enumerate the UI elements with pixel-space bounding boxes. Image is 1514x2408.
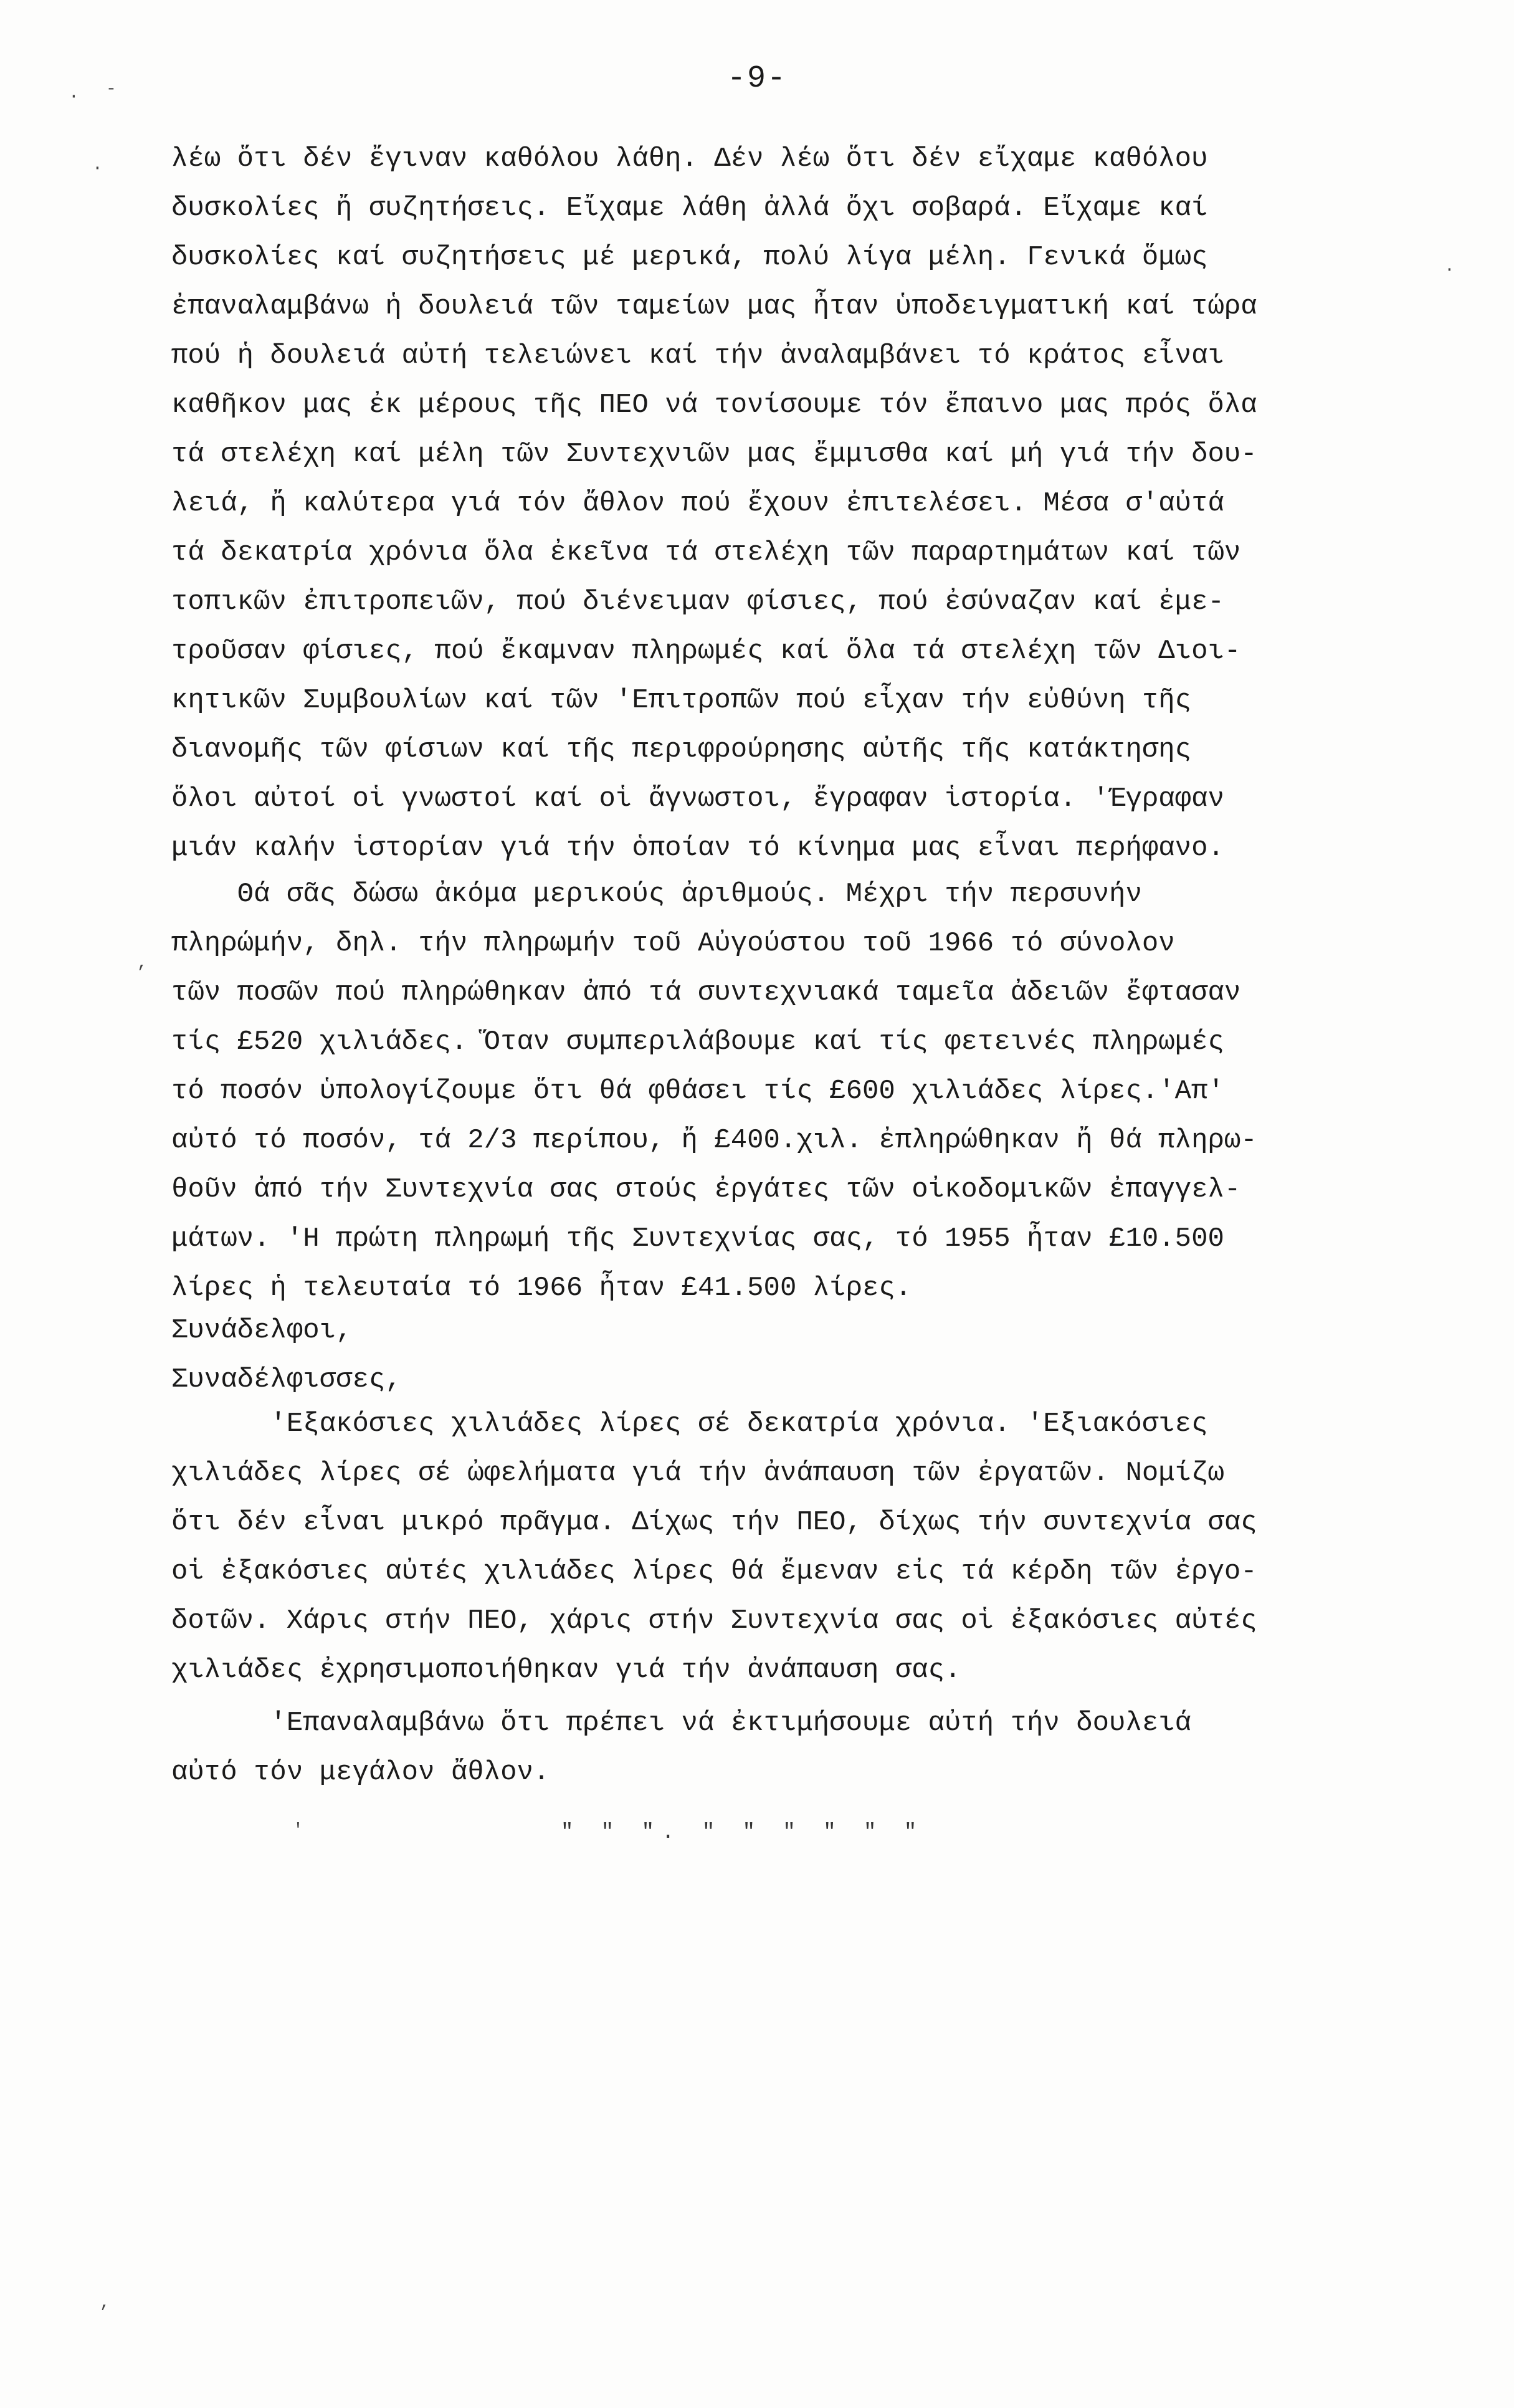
text-line: 'Εξακόσιες χιλιάδες λίρες σέ δεκατρία χρόνια. 'Εξιακόσιες [171, 1408, 1208, 1440]
margin-speck: · [92, 159, 103, 178]
text-line: κητικῶν Συμβουλίων καί τῶν 'Επιτροπῶν πού εἶχαν τήν εὐθύνη τῆς [171, 685, 1192, 716]
text-line: τίς £520 χιλιάδες. Ὅταν συμπεριλάβουμε καί τίς φετεινές πληρωμές [171, 1026, 1224, 1058]
text-line: αὐτό τό ποσόν, τά 2/3 περίπου, ἤ £400.χιλ. ἐπληρώθηκαν ἤ θά πληρω- [171, 1125, 1257, 1156]
end-ornament: " " ". " " " " " " [561, 1821, 925, 1845]
text-line: καθῆκον μας ἐκ μέρους τῆς ΠΕΟ νά τονίσουμε τόν ἔπαινο μας πρός ὅλα [171, 389, 1257, 421]
margin-speck: - [106, 80, 117, 99]
text-line: ὅλοι αὐτοί οἱ γνωστοί καί οἱ ἄγνωστοι, ἔγραφαν ἱστορία. 'Έγραφαν [171, 783, 1224, 815]
text-line: αὐτό τόν μεγάλον ἄθλον. [171, 1757, 550, 1788]
paragraph-3 [0, 1405, 1514, 1686]
text-line: Θά σᾶς δώσω ἀκόμα μερικούς ἀριθμούς. Μέχρι τήν περσυνήν [171, 879, 1142, 910]
text-line: δοτῶν. Χάρις στήν ΠΕΟ, χάρις στήν Συντεχνία σας οἱ ἐξακόσιες αὐτές [171, 1605, 1257, 1636]
text-line: ὅτι δέν εἶναι μικρό πρᾶγμα. Δίχως τήν ΠΕΟ, δίχως τήν συντεχνία σας [171, 1507, 1257, 1538]
text-line: δυσκολίες καί συζητήσεις μέ μερικά, πολύ λίγα μέλη. Γενικά ὅμως [171, 242, 1208, 273]
text-line: τοπικῶν ἐπιτροπειῶν, πού διένειμαν φίσιες, πού ἐσύναζαν καί ἐμε- [171, 586, 1224, 618]
text-line: τό ποσόν ὑπολογίζουμε ὅτι θά φθάσει τίς £600 χιλιάδες λίρες.'Απ' [171, 1076, 1224, 1107]
text-line: Συναδέλφισσες, [171, 1364, 402, 1395]
text-line: ἐπαναλαμβάνω ἡ δουλειά τῶν ταμείων μας ἦταν ὑποδειγματική καί τώρα [171, 291, 1257, 322]
text-line: τροῦσαν φίσιες, πού ἔκαμναν πληρωμές καί ὅλα τά στελέχη τῶν Διοι- [171, 636, 1241, 667]
paragraph-2 [0, 876, 1514, 1324]
text-line: τά δεκατρία χρόνια ὅλα ἐκεῖνα τά στελέχη τῶν παραρτημάτων καί τῶν [171, 537, 1241, 568]
paragraph-1 [0, 140, 1514, 888]
margin-speck: · [1444, 260, 1455, 280]
paragraph-4 [0, 1704, 1514, 1804]
margin-speck: · [69, 87, 79, 107]
text-line: 'Επαναλαμβάνω ὅτι πρέπει νά ἐκτιμήσουμε αὐτή τήν δουλειά [171, 1708, 1192, 1739]
text-line: μάτων. 'Η πρώτη πληρωμή τῆς Συντεχνίας σας, τό 1955 ἦταν £10.500 [171, 1223, 1224, 1254]
salutation [0, 1312, 1514, 1405]
text-line: λειά, ἤ καλύτερα γιά τόν ἄθλον πού ἔχουν ἐπιτελέσει. Μέσα σ'αὐτά [171, 488, 1224, 519]
text-line: τά στελέχη καί μέλη τῶν Συντεχνιῶν μας ἔμμισθα καί μή γιά τήν δου- [171, 439, 1257, 470]
page-number: -9- [726, 61, 787, 97]
text-line: χιλιάδες ἐχρησιμοποιήθηκαν γιά τήν ἀνάπαυση σας. [171, 1655, 961, 1686]
text-line: οἱ ἐξακόσιες αὐτές χιλιάδες λίρες θά ἔμεναν εἰς τά κέρδη τῶν ἐργο- [171, 1556, 1257, 1587]
margin-speck: , [137, 953, 148, 973]
text-line: λίρες ἡ τελευταία τό 1966 ἦταν £41.500 λίρες. [171, 1273, 912, 1304]
text-line: θοῦν ἀπό τήν Συντεχνία σας στούς ἐργάτες τῶν οἰκοδομικῶν ἐπαγγελ- [171, 1174, 1241, 1205]
text-line: πού ἡ δουλειά αὐτή τελειώνει καί τήν ἀναλαμβάνει τό κράτος εἶναι [171, 340, 1224, 371]
margin-speck: , [100, 2293, 110, 2313]
text-line: δυσκολίες ἤ συζητήσεις. Εἴχαμε λάθη ἀλλά ὄχι σοβαρά. Εἴχαμε καί [171, 193, 1208, 224]
text-line: τῶν ποσῶν πού πληρώθηκαν ἀπό τά συντεχνιακά ταμεῖα ἀδειῶν ἔφτασαν [171, 977, 1241, 1008]
text-line: λέω ὅτι δέν ἔγιναν καθόλου λάθη. Δέν λέω ὅτι δέν εἴχαμε καθόλου [171, 143, 1208, 174]
text-line: πληρώμήν, δηλ. τήν πληρωμήν τοῦ Αὐγούστου τοῦ 1966 τό σύνολον [171, 928, 1175, 959]
text-line: χιλιάδες λίρες σέ ὠφελήματα γιά τήν ἀνάπαυση τῶν ἐργατῶν. Νομίζω [171, 1458, 1224, 1489]
text-line: Συνάδελφοι, [171, 1315, 353, 1346]
margin-speck: ' [293, 1821, 303, 1840]
text-line: διανομῆς τῶν φίσιων καί τῆς περιφρούρησης αὐτῆς τῆς κατάκτησης [171, 734, 1192, 765]
text-line: μιάν καλήν ἱστορίαν γιά τήν ὁποίαν τό κίνημα μας εἶναι περήφανο. [171, 833, 1224, 864]
